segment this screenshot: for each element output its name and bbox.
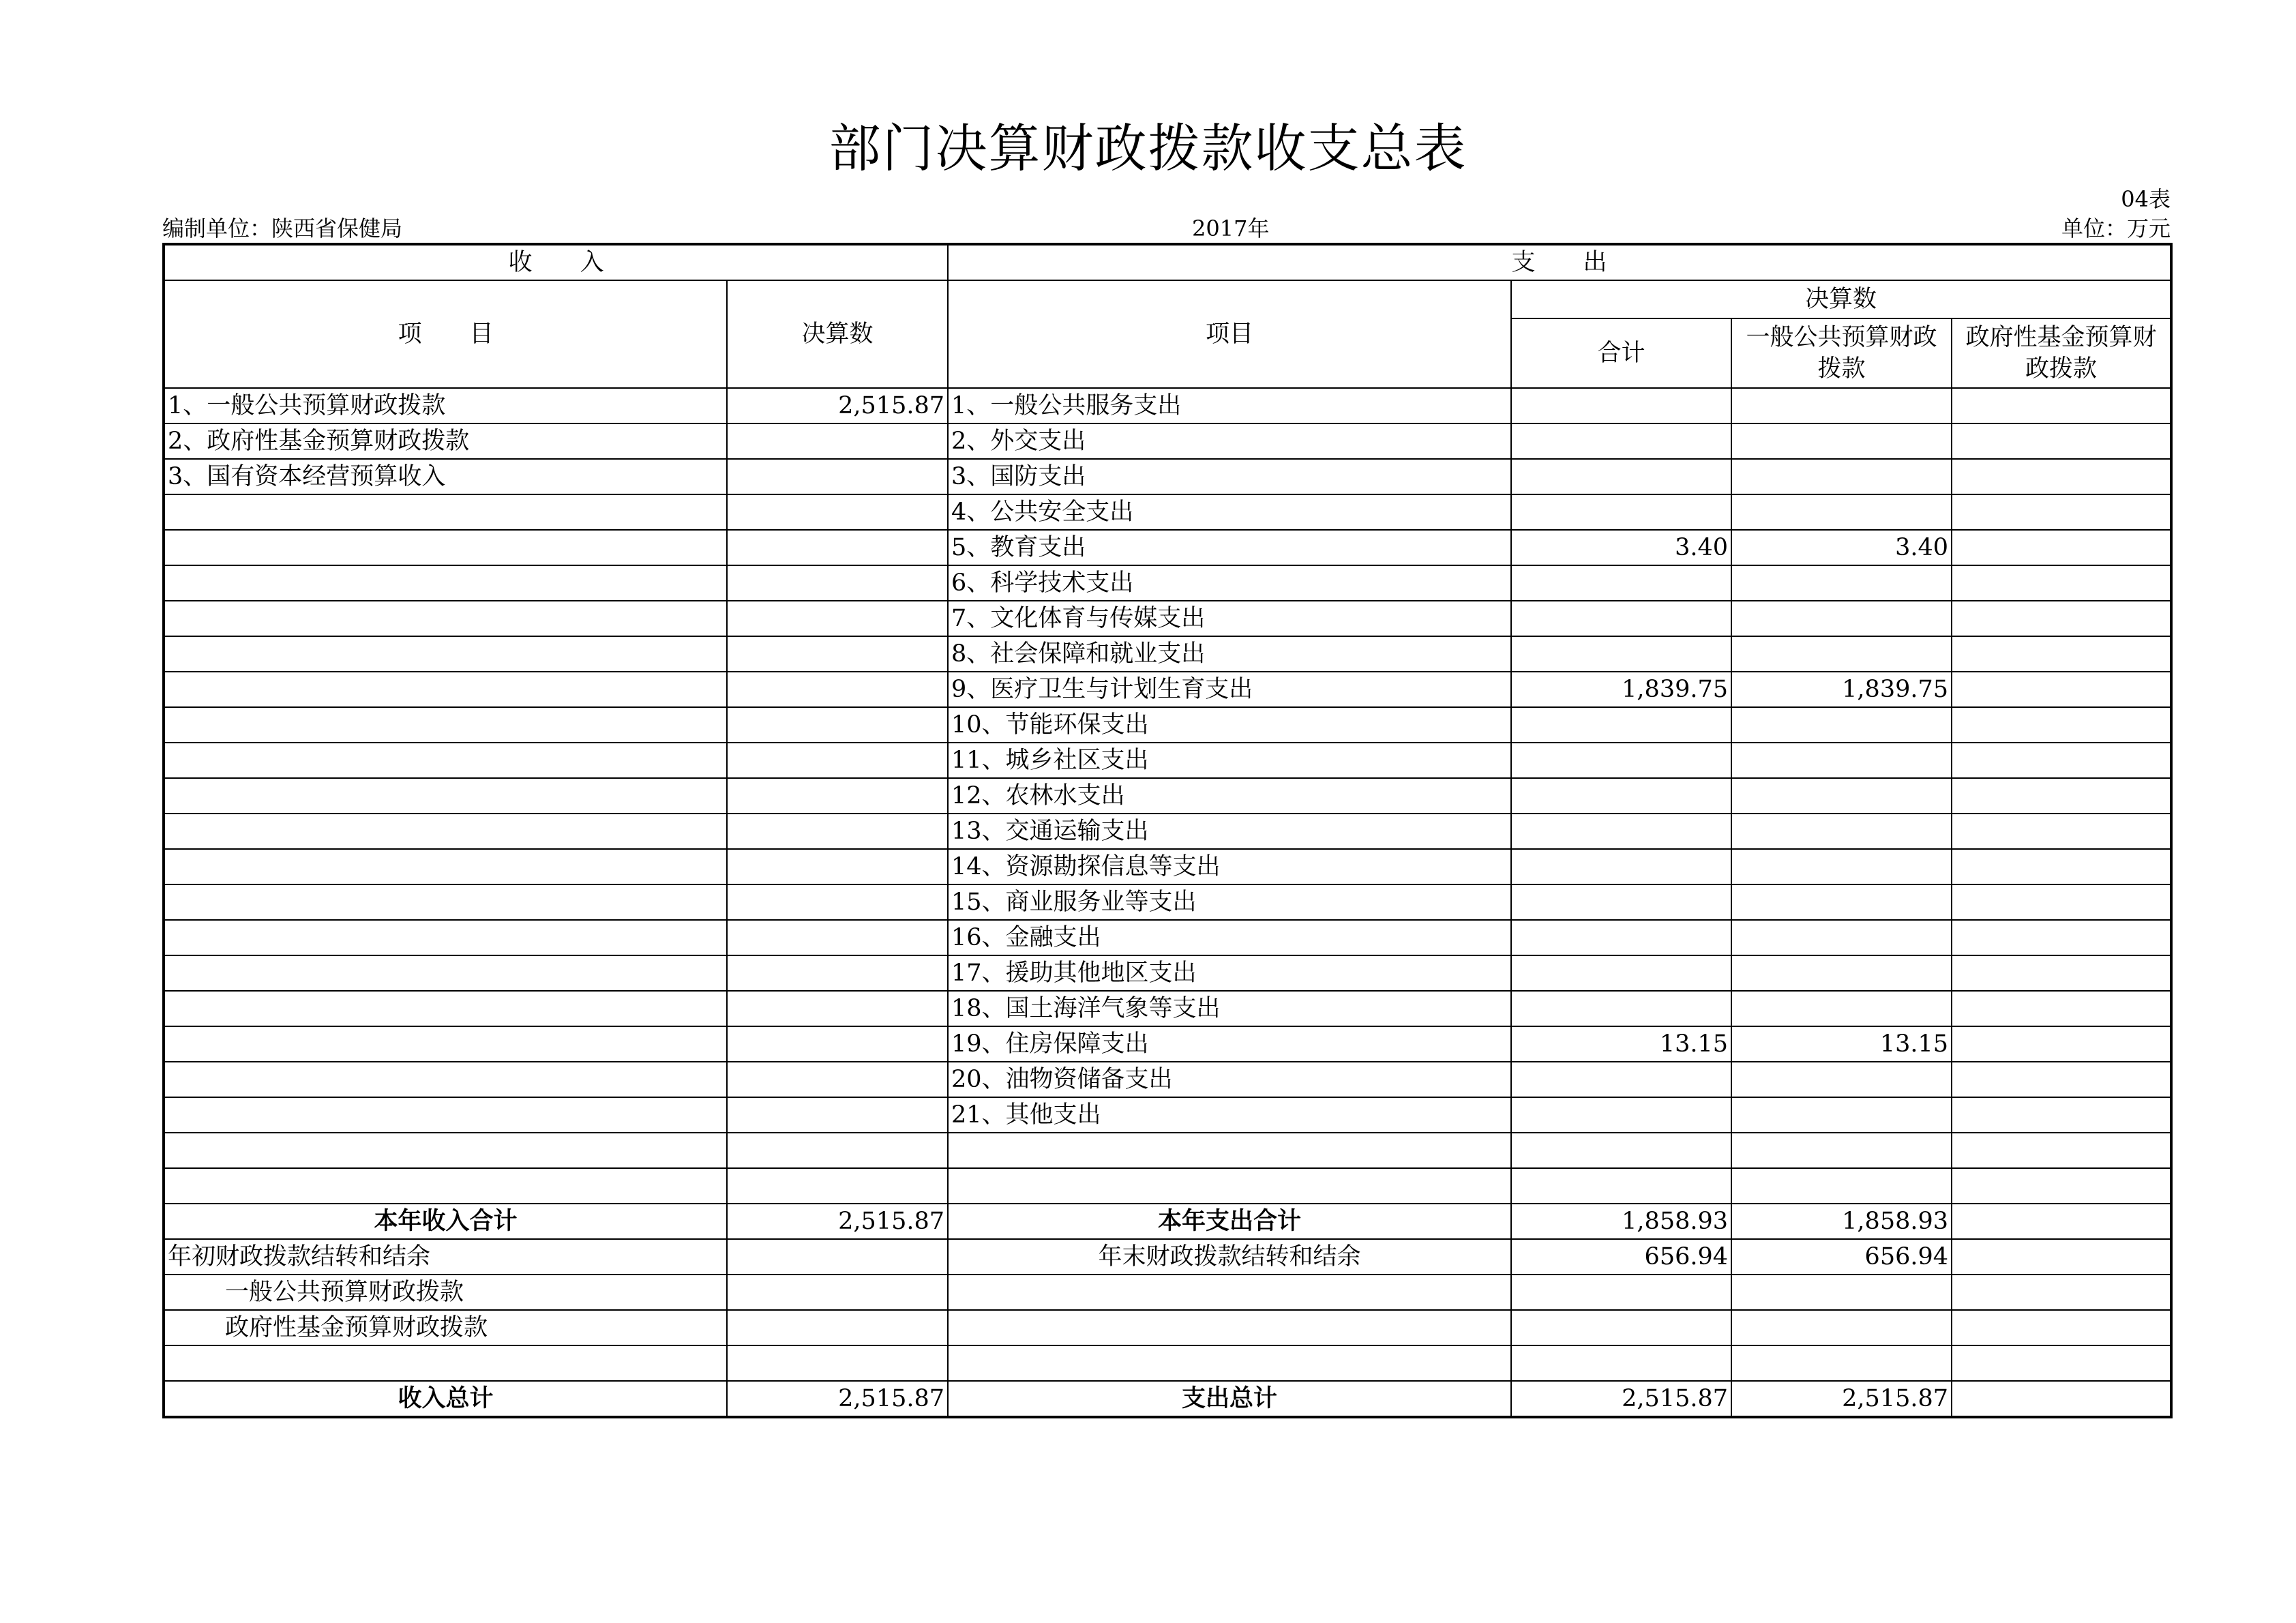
table-row	[164, 884, 2171, 920]
header-row-2	[164, 280, 2171, 318]
income-item	[164, 636, 727, 672]
table-row	[164, 1026, 2171, 1062]
expense-item: 14、资源勘探信息等支出	[948, 849, 1511, 884]
income-amount	[727, 743, 948, 778]
expense-fund	[1952, 743, 2171, 778]
expense-general	[1731, 459, 1952, 494]
expense-item: 16、金融支出	[948, 920, 1511, 955]
expense-fund	[1952, 884, 2171, 920]
income-amount	[727, 1097, 948, 1133]
income-item	[164, 1026, 727, 1062]
expense-total	[1511, 743, 1731, 778]
expense-total	[1511, 423, 1731, 459]
expense-summary-general	[1731, 1310, 1952, 1345]
expense-fund	[1952, 423, 2171, 459]
table-row	[164, 1062, 2171, 1097]
income-amount	[727, 601, 948, 636]
income-item	[164, 814, 727, 849]
carry-fund-row	[164, 1310, 2171, 1345]
expense-summary-label: 本年支出合计	[948, 1204, 1511, 1239]
income-amount	[727, 920, 948, 955]
expense-fund	[1952, 814, 2171, 849]
income-item: 2、政府性基金预算财政拨款	[164, 423, 727, 459]
table-row	[164, 459, 2171, 494]
table-row	[164, 601, 2171, 636]
table-number: 04表	[2121, 186, 2171, 212]
income-item	[164, 1168, 727, 1204]
header-row-1	[164, 244, 2171, 280]
expense-general: 1,839.75	[1731, 672, 1952, 707]
income-item	[164, 849, 727, 884]
income-summary-amount	[727, 1239, 948, 1275]
expense-general	[1731, 884, 1952, 920]
currency-unit: 单位：万元	[2061, 215, 2171, 241]
expense-item: 20、油物资储备支出	[948, 1062, 1511, 1097]
table-row	[164, 743, 2171, 778]
income-header: 收 入	[164, 244, 948, 280]
expense-total	[1511, 955, 1731, 991]
table-row	[164, 920, 2171, 955]
expense-general	[1731, 423, 1952, 459]
expense-item: 13、交通运输支出	[948, 814, 1511, 849]
income-item	[164, 494, 727, 530]
table-row	[164, 814, 2171, 849]
expense-general	[1731, 778, 1952, 814]
income-item	[164, 565, 727, 601]
expense-item: 15、商业服务业等支出	[948, 884, 1511, 920]
table-row	[164, 849, 2171, 884]
expense-fund	[1952, 991, 2171, 1026]
table-row	[164, 955, 2171, 991]
expense-general: 13.15	[1731, 1026, 1952, 1062]
expense-total	[1511, 1097, 1731, 1133]
expense-summary-general	[1731, 1275, 1952, 1310]
expense-fund	[1952, 955, 2171, 991]
expense-general: 3.40	[1731, 530, 1952, 565]
page-title: 部门决算财政拨款收支总表	[829, 118, 1467, 179]
expense-summary-total: 656.94	[1511, 1239, 1731, 1275]
income-summary-amount	[727, 1310, 948, 1345]
income-amount	[727, 849, 948, 884]
income-item: 3、国有资本经营预算收入	[164, 459, 727, 494]
expense-item: 4、公共安全支出	[948, 494, 1511, 530]
expense-fund	[1952, 601, 2171, 636]
income-item	[164, 743, 727, 778]
expense-item: 12、农林水支出	[948, 778, 1511, 814]
expense-fund	[1952, 849, 2171, 884]
expense-summary-total: 1,858.93	[1511, 1204, 1731, 1239]
expense-item: 17、援助其他地区支出	[948, 955, 1511, 991]
income-item	[164, 884, 727, 920]
income-amount	[727, 565, 948, 601]
expense-summary-fund	[1952, 1381, 2171, 1417]
expense-total: 13.15	[1511, 1026, 1731, 1062]
income-amount	[727, 707, 948, 743]
expense-general	[1731, 1097, 1952, 1133]
expense-item: 3、国防支出	[948, 459, 1511, 494]
expense-summary-general: 656.94	[1731, 1239, 1952, 1275]
income-amount	[727, 672, 948, 707]
expense-summary-label	[948, 1275, 1511, 1310]
expense-summary-label	[948, 1310, 1511, 1345]
blank-row	[164, 1345, 2171, 1381]
income-summary-amount	[727, 1275, 948, 1310]
expense-fund	[1952, 530, 2171, 565]
expense-general	[1731, 636, 1952, 672]
reporting-unit: 编制单位：陕西省保健局	[162, 215, 403, 241]
expense-item: 10、节能环保支出	[948, 707, 1511, 743]
table-row	[164, 1168, 2171, 1204]
income-summary-label: 政府性基金预算财政拨款	[164, 1310, 727, 1345]
grand-total-row	[164, 1381, 2171, 1417]
expense-item-header: 项目	[948, 280, 1511, 388]
expense-item: 9、医疗卫生与计划生育支出	[948, 672, 1511, 707]
expense-summary-total	[1511, 1275, 1731, 1310]
income-item	[164, 991, 727, 1026]
expense-general	[1731, 1133, 1952, 1168]
table-row	[164, 1097, 2171, 1133]
carry-general-row	[164, 1275, 2171, 1310]
expense-summary-fund	[1952, 1239, 2171, 1275]
expense-total: 1,839.75	[1511, 672, 1731, 707]
expense-total	[1511, 636, 1731, 672]
income-amount	[727, 636, 948, 672]
income-item	[164, 1097, 727, 1133]
expense-summary-fund	[1952, 1204, 2171, 1239]
table-row	[164, 423, 2171, 459]
expense-total	[1511, 388, 1731, 423]
income-summary-amount: 2,515.87	[727, 1381, 948, 1417]
expense-fund	[1952, 778, 2171, 814]
income-amount	[727, 955, 948, 991]
expense-total	[1511, 565, 1731, 601]
expense-summary-label: 年末财政拨款结转和结余	[948, 1239, 1511, 1275]
table-row	[164, 991, 2171, 1026]
fund-budget-header: 政府性基金预算财政拨款	[1952, 318, 2171, 388]
expense-summary-general: 1,858.93	[1731, 1204, 1952, 1239]
expense-item: 1、一般公共服务支出	[948, 388, 1511, 423]
table-row	[164, 636, 2171, 672]
expense-general	[1731, 1062, 1952, 1097]
income-amount	[727, 1168, 948, 1204]
income-amount	[727, 494, 948, 530]
expense-item: 7、文化体育与传媒支出	[948, 601, 1511, 636]
income-item	[164, 778, 727, 814]
expense-general	[1731, 1168, 1952, 1204]
expense-total	[1511, 1062, 1731, 1097]
income-summary-amount: 2,515.87	[727, 1204, 948, 1239]
carryover-row	[164, 1239, 2171, 1275]
expense-general	[1731, 814, 1952, 849]
expense-header: 支 出	[948, 244, 2171, 280]
table-row	[164, 565, 2171, 601]
expense-item: 19、住房保障支出	[948, 1026, 1511, 1062]
expense-fund	[1952, 565, 2171, 601]
expense-total	[1511, 884, 1731, 920]
expense-general	[1731, 955, 1952, 991]
income-amount	[727, 884, 948, 920]
income-amount	[727, 1133, 948, 1168]
income-item	[164, 707, 727, 743]
income-summary-label: 本年收入合计	[164, 1204, 727, 1239]
expense-general	[1731, 565, 1952, 601]
expense-item: 11、城乡社区支出	[948, 743, 1511, 778]
expense-total	[1511, 459, 1731, 494]
income-summary-label: 一般公共预算财政拨款	[164, 1275, 727, 1310]
expense-item	[948, 1168, 1511, 1204]
expense-general	[1731, 601, 1952, 636]
expense-item: 6、科学技术支出	[948, 565, 1511, 601]
expense-general	[1731, 920, 1952, 955]
expense-fund	[1952, 636, 2171, 672]
income-item	[164, 672, 727, 707]
expense-total	[1511, 494, 1731, 530]
expense-total	[1511, 920, 1731, 955]
expense-fund	[1952, 1062, 2171, 1097]
expense-item: 2、外交支出	[948, 423, 1511, 459]
total-header: 合计	[1511, 318, 1731, 388]
finance-table	[162, 243, 2173, 1418]
table-row	[164, 1133, 2171, 1168]
income-item	[164, 955, 727, 991]
expense-general	[1731, 494, 1952, 530]
expense-total	[1511, 601, 1731, 636]
expense-total	[1511, 707, 1731, 743]
income-amount	[727, 1062, 948, 1097]
expense-total	[1511, 1168, 1731, 1204]
income-item	[164, 1062, 727, 1097]
expense-fund	[1952, 459, 2171, 494]
expense-summary-general: 2,515.87	[1731, 1381, 1952, 1417]
income-amount: 2,515.87	[727, 388, 948, 423]
expense-fund	[1952, 1026, 2171, 1062]
expense-general	[1731, 991, 1952, 1026]
expense-summary-fund	[1952, 1310, 2171, 1345]
expense-fund	[1952, 672, 2171, 707]
income-summary-label: 年初财政拨款结转和结余	[164, 1239, 727, 1275]
income-amount	[727, 459, 948, 494]
income-amount	[727, 778, 948, 814]
expense-item: 5、教育支出	[948, 530, 1511, 565]
expense-general	[1731, 743, 1952, 778]
expense-summary-total	[1511, 1310, 1731, 1345]
table-row	[164, 672, 2171, 707]
income-amount	[727, 423, 948, 459]
table-row	[164, 778, 2171, 814]
income-item	[164, 920, 727, 955]
expense-fund	[1952, 707, 2171, 743]
income-amount	[727, 991, 948, 1026]
expense-total: 3.40	[1511, 530, 1731, 565]
table-row	[164, 388, 2171, 423]
expense-item: 8、社会保障和就业支出	[948, 636, 1511, 672]
income-amount-header: 决算数	[727, 280, 948, 388]
expense-fund	[1952, 1097, 2171, 1133]
expense-fund	[1952, 494, 2171, 530]
income-amount	[727, 1026, 948, 1062]
income-item	[164, 530, 727, 565]
income-amount	[727, 530, 948, 565]
expense-total	[1511, 1133, 1731, 1168]
table-row	[164, 530, 2171, 565]
expense-item: 18、国土海洋气象等支出	[948, 991, 1511, 1026]
expense-general	[1731, 849, 1952, 884]
income-summary-label: 收入总计	[164, 1381, 727, 1417]
expense-fund	[1952, 1168, 2171, 1204]
expense-fund	[1952, 388, 2171, 423]
expense-fund	[1952, 1133, 2171, 1168]
expense-general	[1731, 707, 1952, 743]
income-item-header: 项 目	[164, 280, 727, 388]
expense-item: 21、其他支出	[948, 1097, 1511, 1133]
income-item	[164, 1133, 727, 1168]
table-row	[164, 494, 2171, 530]
expense-summary-total: 2,515.87	[1511, 1381, 1731, 1417]
general-budget-header: 一般公共预算财政拨款	[1731, 318, 1952, 388]
expense-total	[1511, 814, 1731, 849]
expense-total	[1511, 849, 1731, 884]
income-item	[164, 601, 727, 636]
expense-general	[1731, 388, 1952, 423]
expense-total	[1511, 778, 1731, 814]
year-total-row	[164, 1204, 2171, 1239]
income-amount	[727, 814, 948, 849]
expense-item	[948, 1133, 1511, 1168]
expense-amount-header: 决算数	[1511, 280, 2171, 318]
report-year: 2017年	[1192, 215, 1270, 241]
table-row	[164, 707, 2171, 743]
expense-total	[1511, 991, 1731, 1026]
income-item: 1、一般公共预算财政拨款	[164, 388, 727, 423]
expense-summary-fund	[1952, 1275, 2171, 1310]
expense-fund	[1952, 920, 2171, 955]
expense-summary-label: 支出总计	[948, 1381, 1511, 1417]
